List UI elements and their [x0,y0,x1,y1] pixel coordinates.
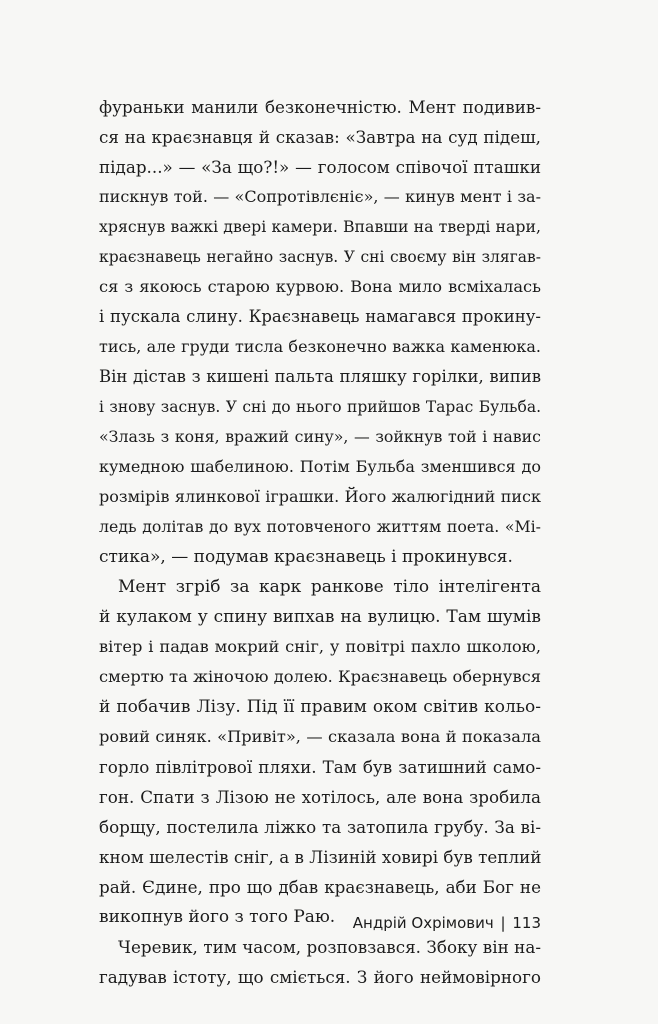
text-line: рай. Єдине, про що дбав краєзнавець, аби Бог не [99,877,541,897]
text-line: й кулаком у спину випхав на вулицю. Там шумів [99,607,541,627]
text-line: ся на краєзнавця й сказав: «Завтра на суд підеш, [99,127,541,147]
text-line: Мент згріб за карк ранкове тіло інтелігента [118,577,541,597]
text-line: стика», — подумав краєзнавець і прокинувся. [99,547,513,567]
text-line: краєзнавець негайно заснув. У сні своєму він злягав- [99,248,541,266]
page-footer [300,913,541,933]
text-line: і пускала слину. Краєзнавець намагався прокину- [99,307,541,326]
text-line: ся з якоюсь старою курвою. Вона мило всміхалась [99,277,541,296]
page-number: 113 [512,914,541,932]
text-line: викопнув його з того Раю. [99,907,336,927]
page-body-text [99,92,541,992]
text-line: ледь долітав до вух потовченого життям поета. «Мі- [99,517,541,536]
text-line: гон. Спати з Лізою не хотілось, але вона зробила [99,787,541,807]
text-line: Він дістав з кишені пальта пляшку горілки, випив [99,367,541,386]
text-line: борщу, постелила ліжко та затопила грубу. За ві- [99,817,541,837]
text-line: вітер і падав мокрий сніг, у повітрі пахло школою, [99,637,541,656]
text-line: пискнув той. — «Сопротівлєніє», — кинув мент і за- [99,187,541,206]
text-line: ровий синяк. «Привіт», — сказала вона й показала [99,727,541,746]
text-line: тись, але груди тисла безконечно важка каменюка. [99,337,541,356]
author-name: Андрій Охрімович [352,914,494,932]
text-line: підар...» — «За що?!» — голосом співочої пташки [99,157,541,177]
text-line: розмірів ялинкової іграшки. Його жалюгідний писк [99,487,541,506]
text-line: гадував істоту, що сміється. З його неймовірного [99,967,541,987]
text-line: кном шелестів сніг, а в Лізиній ховирі був теплий [99,847,542,867]
text-line: фураньки манили безконечністю. Мент подивив- [99,97,541,117]
text-line: хряснув важкі двері камери. Впавши на тверді нари, [99,217,541,236]
text-line: Черевик, тим часом, розповзався. Збоку він на- [118,937,541,957]
text-line: «Злазь з коня, вражий сину», — зойкнув той і навис [99,427,541,446]
text-line: кумедною шабелиною. Потім Бульба зменшився до [99,457,541,476]
text-line: горло півлітрової пляхи. Там був затишний само- [99,757,541,777]
text-line: і знову заснув. У сні до нього прийшов Тарас Бульба. [99,398,541,416]
text-line: й побачив Лізу. Під її правим оком світив кольо- [99,697,541,717]
text-line: смертю та жіночою долею. Краєзнавець обернувся [99,667,541,686]
footer-separator: | [500,914,506,932]
